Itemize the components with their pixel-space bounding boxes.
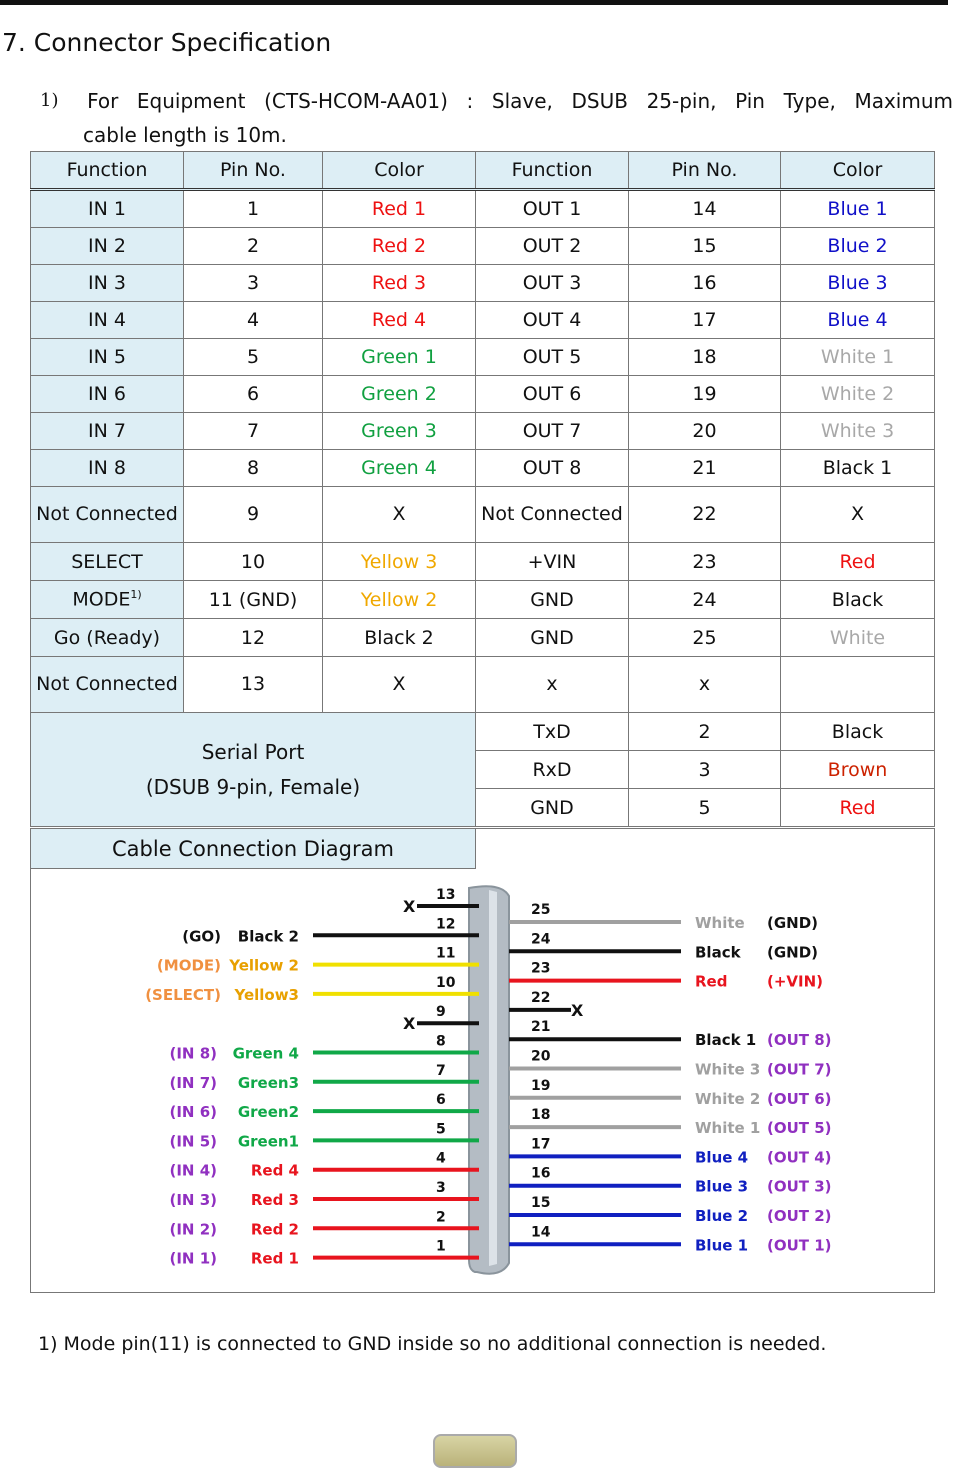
pin-number-label: 24	[531, 931, 551, 948]
pin-cell: 21	[629, 450, 781, 487]
color-cell: Yellow 2	[323, 581, 476, 619]
color-cell: Green 4	[323, 450, 476, 487]
color-cell: White 2	[781, 376, 935, 413]
function-cell: IN 5	[31, 339, 184, 376]
table-row	[31, 657, 935, 713]
subsection-word: (CTS-HCOM-AA01)	[264, 89, 448, 113]
wire-function-label: (SELECT)	[145, 985, 221, 1004]
color-cell: White	[781, 619, 935, 657]
pin-cell: 2	[184, 228, 323, 265]
wire-color-label: Green2	[237, 1103, 299, 1122]
table-row	[31, 619, 935, 657]
color-cell: White 1	[781, 339, 935, 376]
subsection-word: Slave,	[491, 89, 553, 113]
pin-number-label: 20	[531, 1048, 551, 1065]
subsection-word: For	[87, 89, 119, 113]
pin-number-label: 18	[531, 1107, 551, 1124]
dsub-connector-highlight	[489, 890, 497, 1266]
color-cell: Green 2	[323, 376, 476, 413]
wire-color-label: Blue 4	[695, 1148, 749, 1167]
header-function: Function	[476, 152, 629, 190]
pin-cell: 25	[629, 619, 781, 657]
pin-number-label: 6	[436, 1092, 446, 1109]
wire-color-label: White 3	[695, 1060, 761, 1079]
color-cell: Blue 4	[781, 302, 935, 339]
subsection-word: Type,	[783, 89, 836, 113]
function-cell: IN 7	[31, 413, 184, 450]
wire-color-label: Blue 1	[695, 1236, 749, 1255]
pin-cell: 17	[629, 302, 781, 339]
pin-cell: 16	[629, 265, 781, 302]
pin-cell: 12	[184, 619, 323, 657]
function-cell: OUT 5	[476, 339, 629, 376]
subsection-word: Pin	[735, 89, 765, 113]
connector-spec-table	[30, 151, 935, 827]
header-pin: Pin No.	[629, 152, 781, 190]
table-row	[31, 302, 935, 339]
pin-number-label: 15	[531, 1195, 551, 1211]
pin-cell: 5	[184, 339, 323, 376]
table-row	[31, 190, 935, 228]
header-color: Color	[323, 152, 476, 190]
color-cell: Brown	[781, 751, 935, 789]
footnote-marker: 1)	[130, 588, 142, 602]
cable-connection-diagram	[31, 868, 932, 1290]
wire-function-label: (OUT 4)	[767, 1148, 832, 1167]
pin-number-label: 25	[531, 902, 551, 918]
pin-number-label: 17	[531, 1136, 551, 1153]
diagram-label: Cable Connection Diagram	[30, 828, 476, 869]
wire-color-label: Red 4	[250, 1161, 299, 1180]
pin-cell: 24	[629, 581, 781, 619]
table-row	[31, 581, 935, 619]
pin-number-label: 12	[436, 916, 456, 933]
pin-cell: 14	[629, 190, 781, 228]
subsection-heading	[40, 84, 953, 152]
color-cell: Green 3	[323, 413, 476, 450]
function-cell: Not Connected	[31, 657, 184, 713]
pin-number-label: 3	[436, 1180, 446, 1196]
table-header-row	[31, 152, 935, 190]
wire-color-label: White 2	[695, 1089, 761, 1108]
pin-cell: 3	[184, 265, 323, 302]
wire-color-label: Yellow3	[234, 985, 299, 1004]
wire-color-label: Red 2	[250, 1220, 299, 1239]
pin-cell: 4	[184, 302, 323, 339]
wire-function-label: (GND)	[767, 943, 819, 962]
wire-function-label: (OUT 2)	[767, 1207, 832, 1225]
color-cell: Blue 2	[781, 228, 935, 265]
color-cell	[781, 657, 935, 713]
function-text: MODE	[72, 588, 131, 611]
color-cell: Black	[781, 713, 935, 751]
wire-color-label: White	[695, 914, 745, 932]
wire-color-label: Black 2	[237, 927, 299, 946]
pin-number-label: 4	[436, 1150, 446, 1167]
pin-number-label: 8	[436, 1033, 446, 1050]
wire-color-label: Yellow 2	[229, 956, 299, 975]
pin-number-label: 9	[436, 1004, 446, 1021]
color-cell: Green 1	[323, 339, 476, 376]
wire-function-label: (IN 7)	[169, 1073, 217, 1092]
function-cell: IN 4	[31, 302, 184, 339]
pin-cell: 2	[629, 713, 781, 751]
function-cell: Not Connected	[31, 487, 184, 543]
subsection-word: :	[466, 89, 474, 113]
pin-cell: 8	[184, 450, 323, 487]
wire-color-label: Blue 2	[695, 1207, 749, 1225]
pin-cell: 22	[629, 487, 781, 543]
color-cell: White 3	[781, 413, 935, 450]
color-cell: Red 2	[323, 228, 476, 265]
wire-function-label: (GND)	[767, 914, 819, 932]
wire-function-label: (IN 3)	[169, 1191, 217, 1209]
pin-cell: 1	[184, 190, 323, 228]
wire-color-label: Black 1	[695, 1031, 757, 1050]
wire-color-label: Green1	[237, 1132, 299, 1151]
table-row	[31, 339, 935, 376]
color-cell: Black 2	[323, 619, 476, 657]
wire-function-label: (+VIN)	[767, 972, 824, 991]
top-rule	[0, 0, 948, 5]
table-row	[31, 487, 935, 543]
function-cell: OUT 7	[476, 413, 629, 450]
pin-number-label: 13	[436, 887, 456, 903]
pin-cell: 10	[184, 543, 323, 581]
pin-number-label: 1	[436, 1238, 446, 1255]
pin-cell: 3	[629, 751, 781, 789]
function-cell: OUT 2	[476, 228, 629, 265]
pin-number-label: 14	[531, 1224, 551, 1241]
not-connected-mark: X	[571, 1000, 584, 1020]
wire-color-label: White 1	[695, 1119, 761, 1138]
color-cell: Yellow 3	[323, 543, 476, 581]
pin-number-label: 22	[531, 989, 551, 1006]
pin-number-label: 5	[436, 1121, 446, 1138]
subsection-word: DSUB	[571, 89, 628, 113]
header-function: Function	[31, 152, 184, 190]
function-cell: OUT 6	[476, 376, 629, 413]
serial-port-label	[31, 713, 476, 827]
table-row	[31, 543, 935, 581]
wire-function-label: (IN 4)	[169, 1161, 217, 1180]
function-cell: GND	[476, 789, 629, 827]
color-cell: Blue 3	[781, 265, 935, 302]
subsection-number: 1)	[40, 90, 59, 111]
pin-cell: 18	[629, 339, 781, 376]
function-cell: RxD	[476, 751, 629, 789]
color-cell: Red	[781, 543, 935, 581]
pin-number-label: 23	[531, 960, 551, 977]
serial-row	[31, 713, 935, 751]
pin-number-label: 16	[531, 1165, 551, 1182]
function-cell: SELECT	[31, 543, 184, 581]
subsection-word: 25-pin,	[646, 89, 717, 113]
function-cell: GND	[476, 581, 629, 619]
wire-function-label: (OUT 6)	[767, 1089, 832, 1108]
function-cell: IN 1	[31, 190, 184, 228]
wire-function-label: (OUT 8)	[767, 1031, 832, 1050]
table-row	[31, 450, 935, 487]
not-connected-mark: X	[403, 897, 416, 916]
pin-number-label: 21	[531, 1019, 551, 1036]
pin-cell: x	[629, 657, 781, 713]
function-cell: TxD	[476, 713, 629, 751]
function-cell: IN 3	[31, 265, 184, 302]
pin-number-label: 10	[436, 974, 456, 991]
function-cell	[31, 581, 184, 619]
wire-function-label: (MODE)	[156, 956, 221, 975]
wire-color-label: Red	[695, 972, 728, 991]
function-cell: Not Connected	[476, 487, 629, 543]
function-cell: OUT 8	[476, 450, 629, 487]
function-cell: OUT 1	[476, 190, 629, 228]
subsection-word: Equipment	[136, 89, 246, 113]
pin-cell: 5	[629, 789, 781, 827]
pin-number-label: 11	[436, 945, 456, 962]
wire-color-label: Blue 3	[695, 1177, 749, 1196]
function-cell: Go (Ready)	[31, 619, 184, 657]
table-row	[31, 228, 935, 265]
wire-function-label: (IN 6)	[169, 1103, 217, 1122]
function-cell: OUT 3	[476, 265, 629, 302]
not-connected-mark: X	[403, 1014, 416, 1034]
subsection-line-2: cable length is 10m.	[83, 123, 287, 147]
color-cell: X	[781, 487, 935, 543]
serial-port-subtitle: (DSUB 9-pin, Female)	[145, 774, 361, 799]
wire-color-label: Red 3	[250, 1191, 299, 1209]
serial-port-title: Serial Port	[201, 739, 305, 764]
wire-function-label: (IN 2)	[169, 1220, 217, 1239]
wire-color-label: Green 4	[232, 1044, 299, 1063]
function-cell: +VIN	[476, 543, 629, 581]
wire-color-label: Green3	[237, 1073, 299, 1092]
pin-cell: 13	[184, 657, 323, 713]
function-cell: GND	[476, 619, 629, 657]
table-row	[31, 376, 935, 413]
pin-number-label: 7	[436, 1062, 446, 1079]
table-row	[31, 413, 935, 450]
wire-function-label: (OUT 7)	[767, 1060, 832, 1079]
pin-cell: 19	[629, 376, 781, 413]
color-cell: Red 1	[323, 190, 476, 228]
pin-cell: 20	[629, 413, 781, 450]
footnote: 1) Mode pin(11) is connected to GND inside so no additional connection is needed.	[38, 1333, 827, 1355]
pin-number-label: 2	[436, 1209, 446, 1226]
color-cell: Black	[781, 581, 935, 619]
color-cell: Red 3	[323, 265, 476, 302]
section-title: 7. Connector Specification	[2, 28, 332, 57]
header-color: Color	[781, 152, 935, 190]
table-row	[31, 265, 935, 302]
header-pin: Pin No.	[184, 152, 323, 190]
pin-cell: 7	[184, 413, 323, 450]
wire-function-label: (OUT 1)	[767, 1236, 832, 1255]
function-cell: OUT 4	[476, 302, 629, 339]
wire-function-label: (OUT 5)	[767, 1119, 832, 1138]
function-cell: IN 6	[31, 376, 184, 413]
color-cell: X	[323, 657, 476, 713]
wire-function-label: (OUT 3)	[767, 1177, 832, 1196]
color-cell: Red 4	[323, 302, 476, 339]
color-cell: Blue 1	[781, 190, 935, 228]
pin-cell: 11 (GND)	[184, 581, 323, 619]
color-cell: Red	[781, 789, 935, 827]
subsection-line-1	[40, 84, 953, 118]
page-badge	[433, 1434, 517, 1468]
function-cell: x	[476, 657, 629, 713]
function-cell: IN 8	[31, 450, 184, 487]
wire-color-label: Black	[695, 943, 741, 962]
wire-function-label: (GO)	[182, 927, 221, 946]
pin-cell: 23	[629, 543, 781, 581]
function-cell: IN 2	[31, 228, 184, 265]
pin-cell: 6	[184, 376, 323, 413]
wire-function-label: (IN 8)	[169, 1044, 217, 1063]
wire-function-label: (IN 5)	[169, 1132, 217, 1151]
color-cell: X	[323, 487, 476, 543]
pin-number-label: 19	[531, 1077, 551, 1094]
color-cell: Black 1	[781, 450, 935, 487]
wire-function-label: (IN 1)	[169, 1249, 217, 1268]
pin-cell: 15	[629, 228, 781, 265]
subsection-word: Maximum	[854, 89, 953, 113]
wire-color-label: Red 1	[250, 1249, 299, 1268]
pin-cell: 9	[184, 487, 323, 543]
